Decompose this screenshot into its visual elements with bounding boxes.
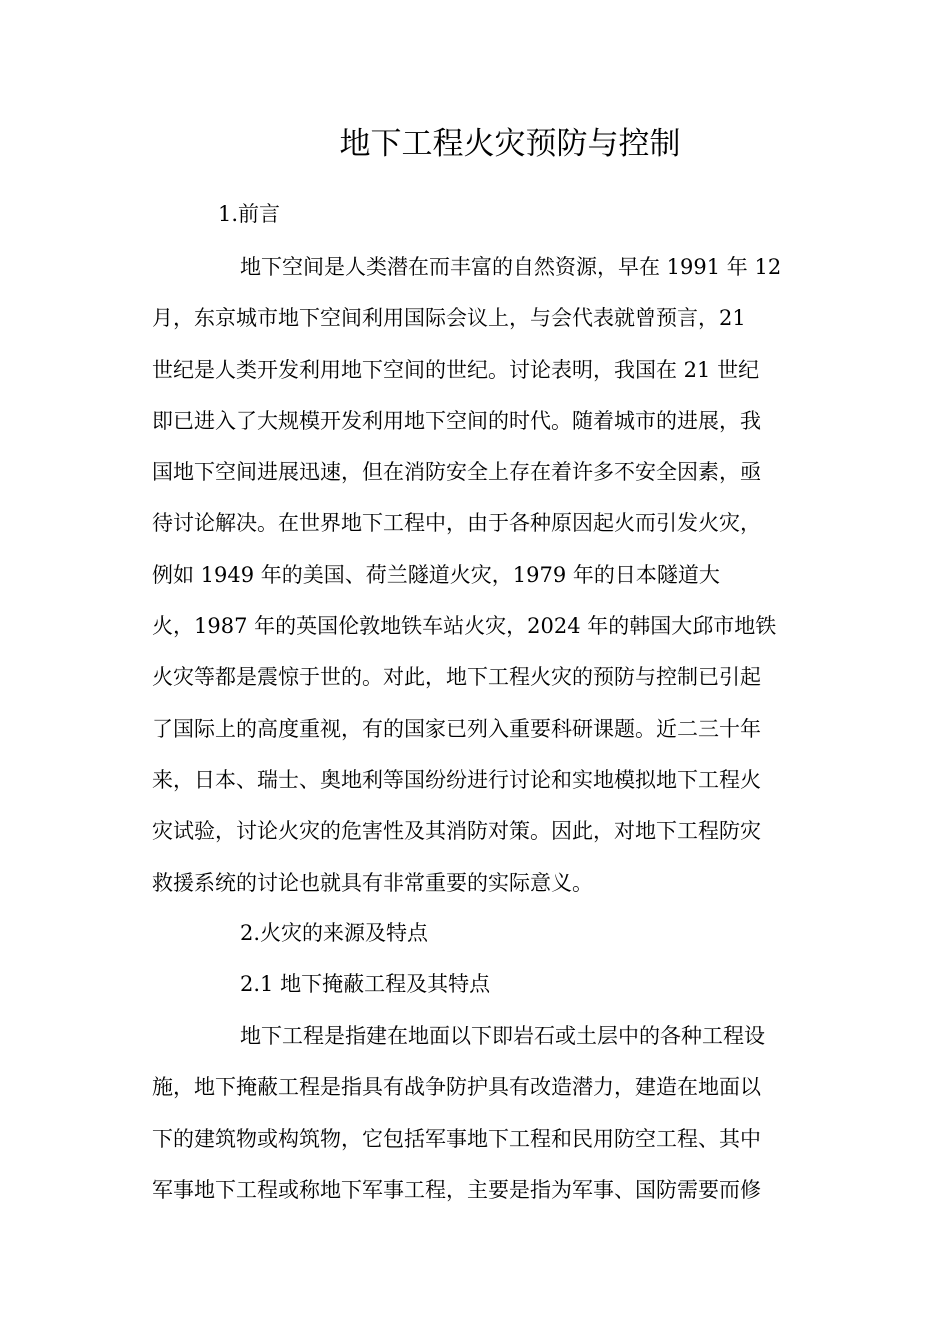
paragraph-line: 例如 1949 年的美国、荷兰隧道火灾，1979 年的日本隧道大 <box>152 562 720 587</box>
paragraph-line: 地下空间是人类潜在而丰富的自然资源，早在 1991 年 12 <box>240 255 782 279</box>
paragraph-line: 来，日本、瑞士、奥地利等国纷纷进行讨论和实地模拟地下工程火 <box>152 767 761 792</box>
paragraph-line: 即已进入了大规模开发利用地下空间的时代。随着城市的进展，我 <box>152 408 761 433</box>
paragraph-line: 灾试验，讨论火灾的危害性及其消防对策。因此，对地下工程防灾 <box>152 819 761 844</box>
subsection-heading-underground-shelter: 2.1 地下掩蔽工程及其特点 <box>240 972 491 996</box>
paragraph-line: 火灾等都是震惊于世的。对此，地下工程火灾的预防与控制已引起 <box>152 665 761 690</box>
document-title: 地下工程火灾预防与控制 <box>339 126 681 162</box>
paragraph-line: 军事地下工程或称地下军事工程，主要是指为军事、国防需要而修 <box>152 1177 761 1202</box>
section-heading-fire-sources: 2.火灾的来源及特点 <box>240 921 429 945</box>
paragraph-line: 火，1987 年的英国伦敦地铁车站火灾，2024 年的韩国大邱市地铁 <box>152 614 777 639</box>
paragraph-line: 国地下空间进展迅速，但在消防安全上存在着许多不安全因素，亟 <box>152 460 761 485</box>
paragraph-preface <box>152 252 802 919</box>
paragraph-line: 待讨论解决。在世界地下工程中，由于各种原因起火而引发火灾， <box>152 511 761 536</box>
paragraph-line: 施，地下掩蔽工程是指具有战争防护具有改造潜力，建造在地面以 <box>152 1075 761 1100</box>
section-heading-preface: 1.前言 <box>218 202 281 226</box>
paragraph-line: 地下工程是指建在地面以下即岩石或土层中的各种工程设 <box>240 1024 765 1048</box>
paragraph-line: 下的建筑物或构筑物，它包括军事地下工程和民用防空工程、其中 <box>152 1126 761 1151</box>
paragraph-line: 世纪是人类开发利用地下空间的世纪。讨论表明，我国在 21 世纪 <box>152 357 760 382</box>
paragraph-line: 月，东京城市地下空间利用国际会议上，与会代表就曾预言，21 <box>152 306 746 331</box>
paragraph-line: 救援系统的讨论也就具有非常重要的实际意义。 <box>152 870 593 895</box>
paragraph-line: 了国际上的高度重视，有的国家已列入重要科研课题。近二三十年 <box>152 716 761 741</box>
paragraph-underground-shelter <box>152 1021 802 1226</box>
